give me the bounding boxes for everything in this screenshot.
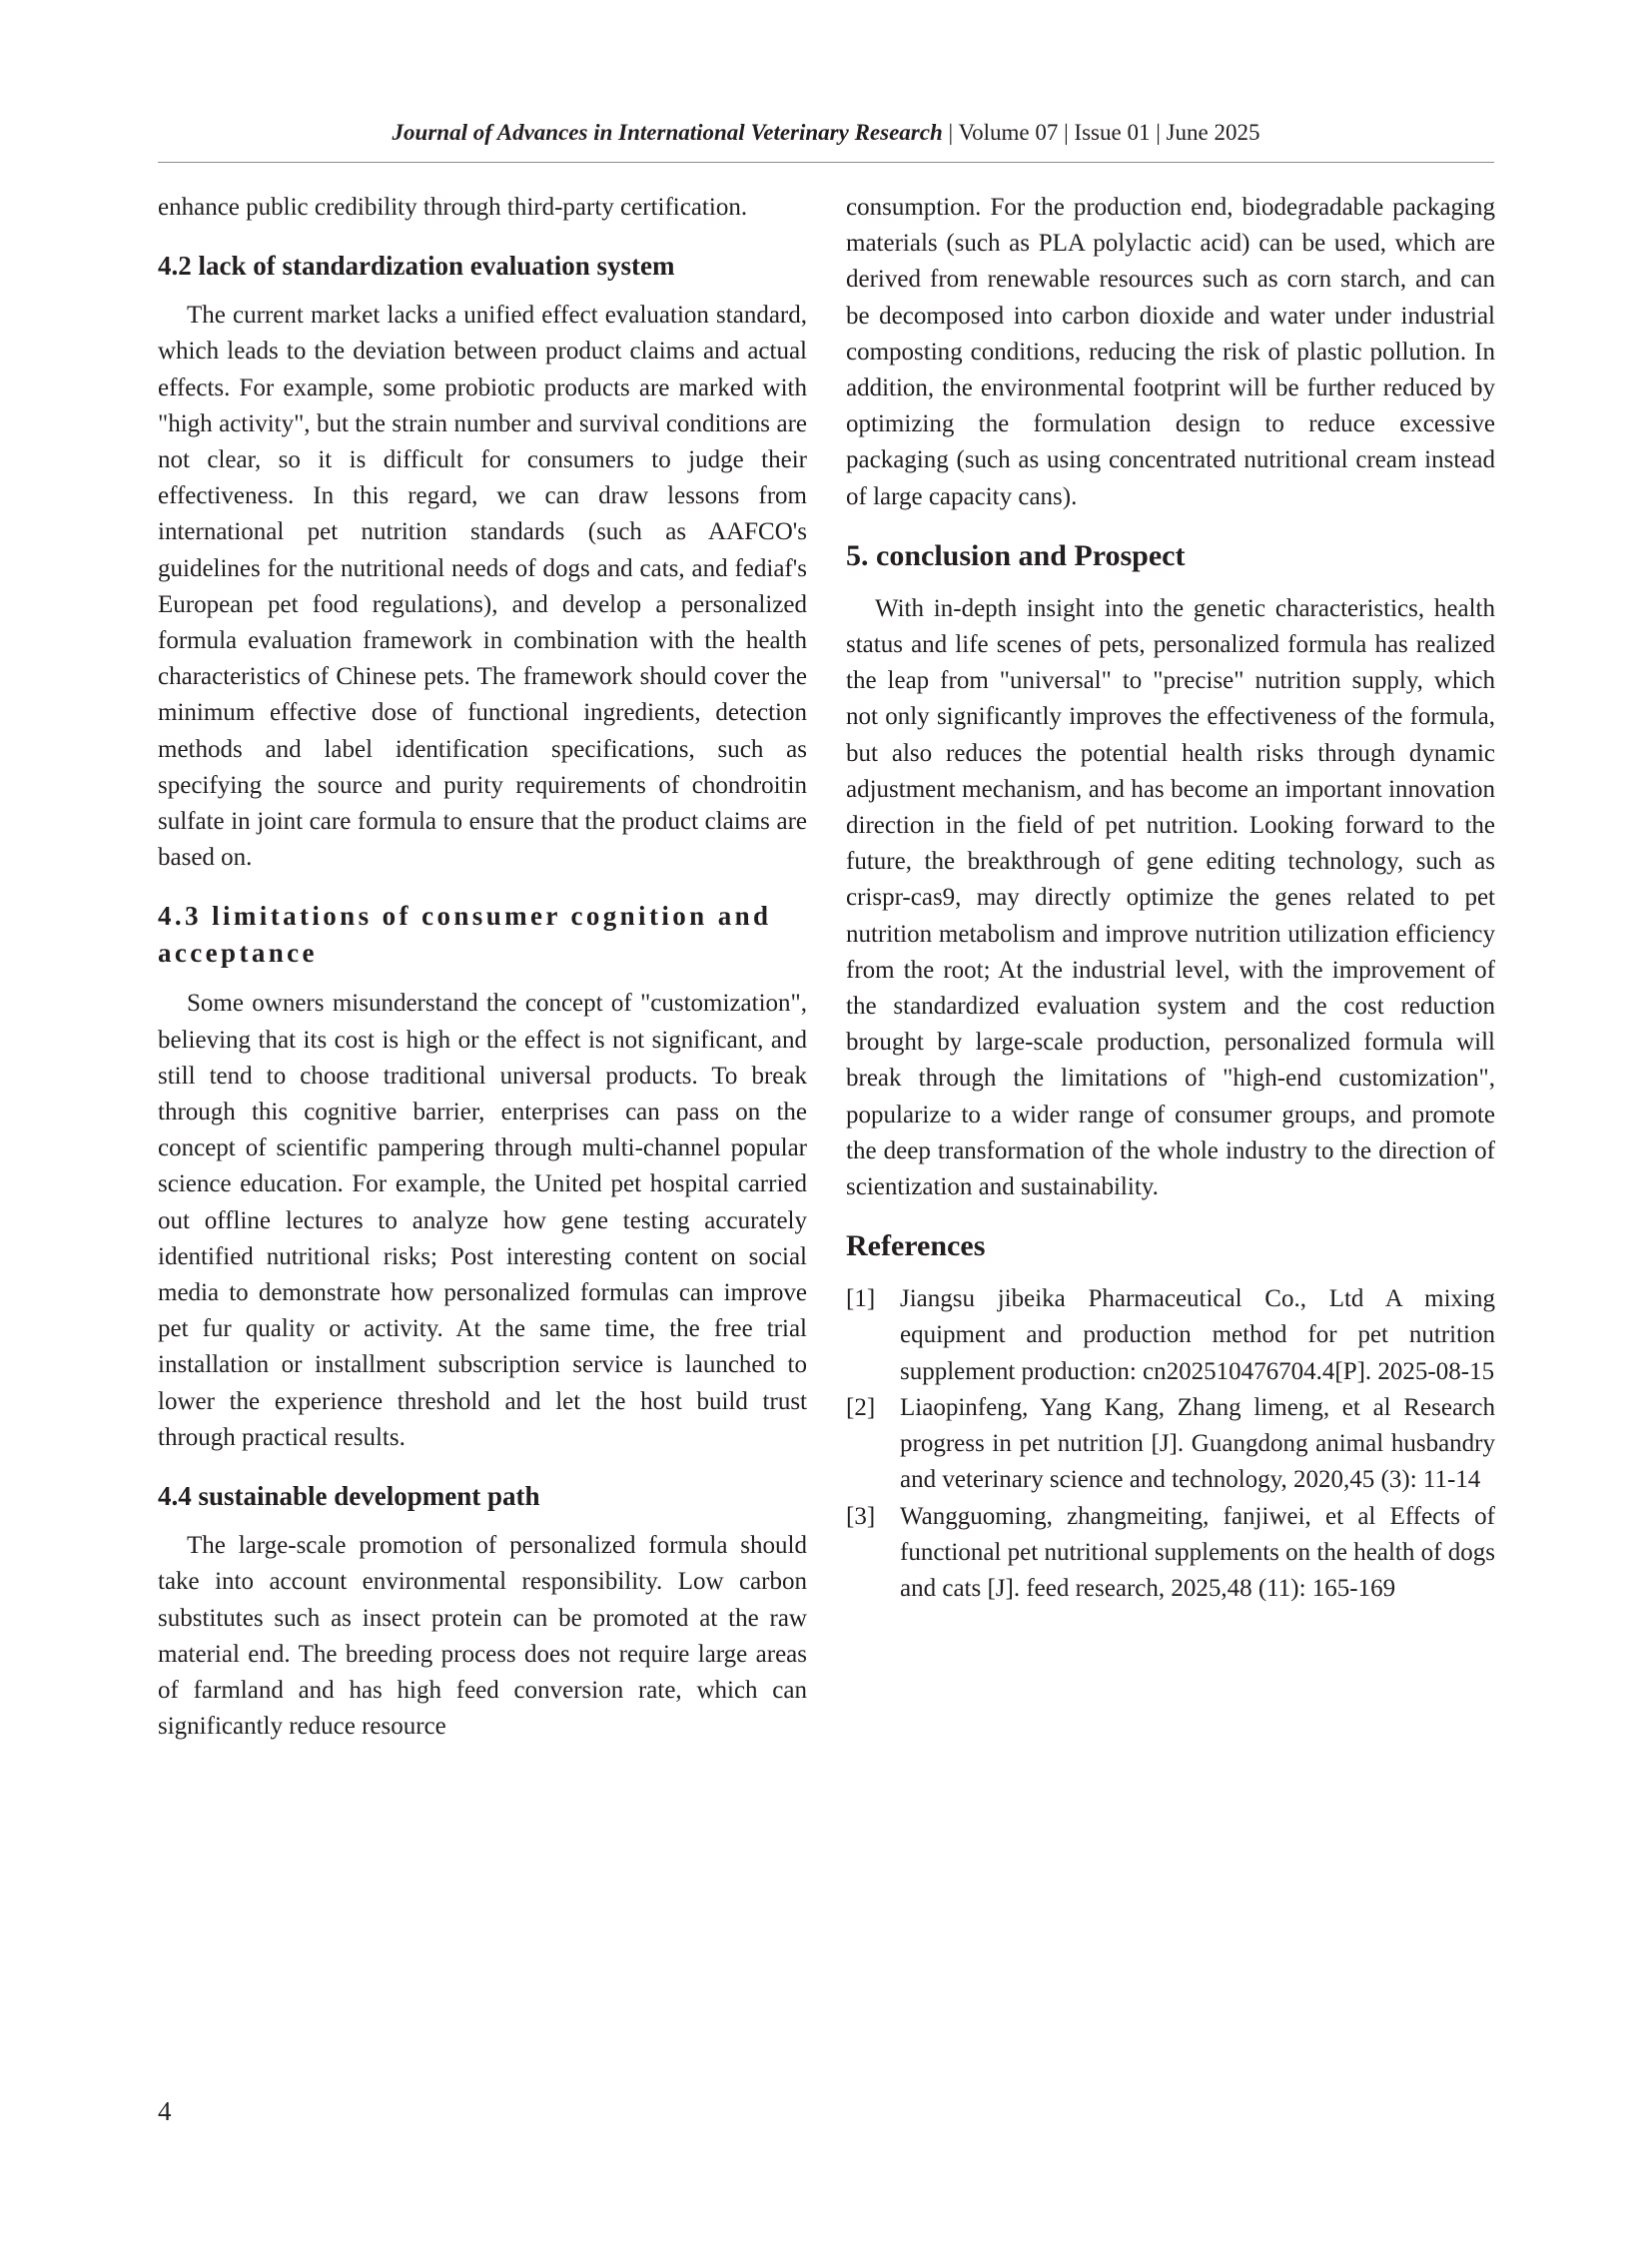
header-divider: [158, 162, 1494, 163]
section-5-heading: 5. conclusion and Prospect: [846, 538, 1186, 572]
reference-number: [1]: [846, 1285, 876, 1313]
reference-text: Jiangsu jibeika Pharmaceutical Co., Ltd A mixing equipment and production method for pet nutrition supplement production: cn202510476704.4[P]. 2025-08-15: [900, 1285, 1495, 1385]
reference-number: [2]: [846, 1393, 876, 1421]
reference-text: Liaopinfeng, Yang Kang, Zhang limeng, et al Research progress in pet nutrition [J]. Guangdong animal husbandry and veterinary science and technology, 2020,45 (3): 11-14: [900, 1393, 1495, 1494]
section-4-4-paragraph: The large-scale promotion of personalized formula should take into account environmental responsibility. Low carbon substitutes such as insect protein can be promoted at the raw material end. The breeding process does not require large areas of farmland and has high feed conversion rate, which can significantly reduce resource: [158, 1532, 807, 1741]
page-number: 4: [158, 2096, 172, 2126]
section-5-paragraph: With in-depth insight into the genetic characteristics, health status and life scenes of pets, personalized formula has realized the leap from "universal" to "precise" nutrition supply, which not only significantly improves the effectiveness of the formula, but also reduces the potential health risks through dynamic adjustment mechanism, and has become an important innovation direction in the field of pet nutrition. Looking forward to the future, the breakthrough of gene editing technology, such as crispr-cas9, may directly optimize the genes related to pet nutrition metabolism and improve nutrition utilization efficiency from the root; At the industrial level, with the improvement of the standardized evaluation system and the cost reduction brought by large-scale production, personalized formula will break through the limitations of "high-end customization", popularize to a wider range of consumer groups, and promote the deep transformation of the whole industry to the direction of scientization and sustainability.: [846, 594, 1495, 1201]
section-4-3-paragraph: Some owners misunderstand the concept of "customization", believing that its cost is high or the effect is not significant, and still tend to choose traditional universal products. To break through this cognitive barrier, enterprises can pass on the concept of scientific pampering through multi-channel popular science education. For example, the United pet hospital carried out offline lectures to analyze how gene testing accurately identified nutritional risks; Post interesting content on social media to demonstrate how personalized formulas can improve pet fur quality or activity. At the same time, the free trial installation or installment subscription service is launched to lower the experience threshold and let the host build trust through practical results.: [158, 990, 807, 1451]
reference-number: [3]: [846, 1502, 876, 1530]
journal-title: Journal of Advances in International Veterinary Research: [392, 120, 943, 145]
issue-details: | Volume 07 | Issue 01 | June 2025: [942, 120, 1260, 145]
section-4-4-heading: 4.4 sustainable development path: [158, 1481, 540, 1512]
reference-item: [846, 1281, 1495, 1390]
section-4-3-heading: 4.3 limitations of consumer cognition and acceptance: [158, 901, 772, 969]
reference-item: [846, 1390, 1495, 1499]
right-column: [846, 190, 1495, 1607]
references-heading: References: [846, 1229, 986, 1263]
running-header: [158, 118, 1494, 148]
reference-text: Wangguoming, zhangmeiting, fanjiwei, et al Effects of functional pet nutritional supplements on the health of dogs and cats [J]. feed research, 2025,48 (11): 165-169: [900, 1502, 1495, 1602]
continued-paragraph: enhance public credibility through third-party certification.: [158, 194, 748, 221]
section-4-2-heading: 4.2 lack of standardization evaluation system: [158, 251, 675, 282]
section-4-2-paragraph: The current market lacks a unified effect evaluation standard, which leads to the deviation between product claims and actual effects. For example, some probiotic products are marked with "high activity", but the strain number and survival conditions are not clear, so it is difficult for consumers to judge their effectiveness. In this regard, we can draw lessons from international pet nutrition standards (such as AAFCO's guidelines for the nutritional needs of dogs and cats, and fediaf's European pet food regulations), and develop a personalized formula evaluation framework in combination with the health characteristics of Chinese pets. The framework should cover the minimum effective dose of functional ingredients, detection methods and label identification specifications, such as specifying the source and purity requirements of chondroitin sulfate in joint care formula to ensure that the product claims are based on.: [158, 302, 807, 872]
reference-list: [846, 1281, 1495, 1607]
left-column: [158, 190, 807, 1745]
reference-item: [846, 1499, 1495, 1608]
continued-paragraph: consumption. For the production end, biodegradable packaging materials (such as PLA polylactic acid) can be used, which are derived from renewable resources such as corn starch, and can be decomposed into carbon dioxide and water under industrial composting conditions, reducing the risk of plastic pollution. In addition, the environmental footprint will be further reduced by optimizing the formulation design to reduce excessive packaging (such as using concentrated nutritional cream instead of large capacity cans).: [846, 194, 1495, 510]
